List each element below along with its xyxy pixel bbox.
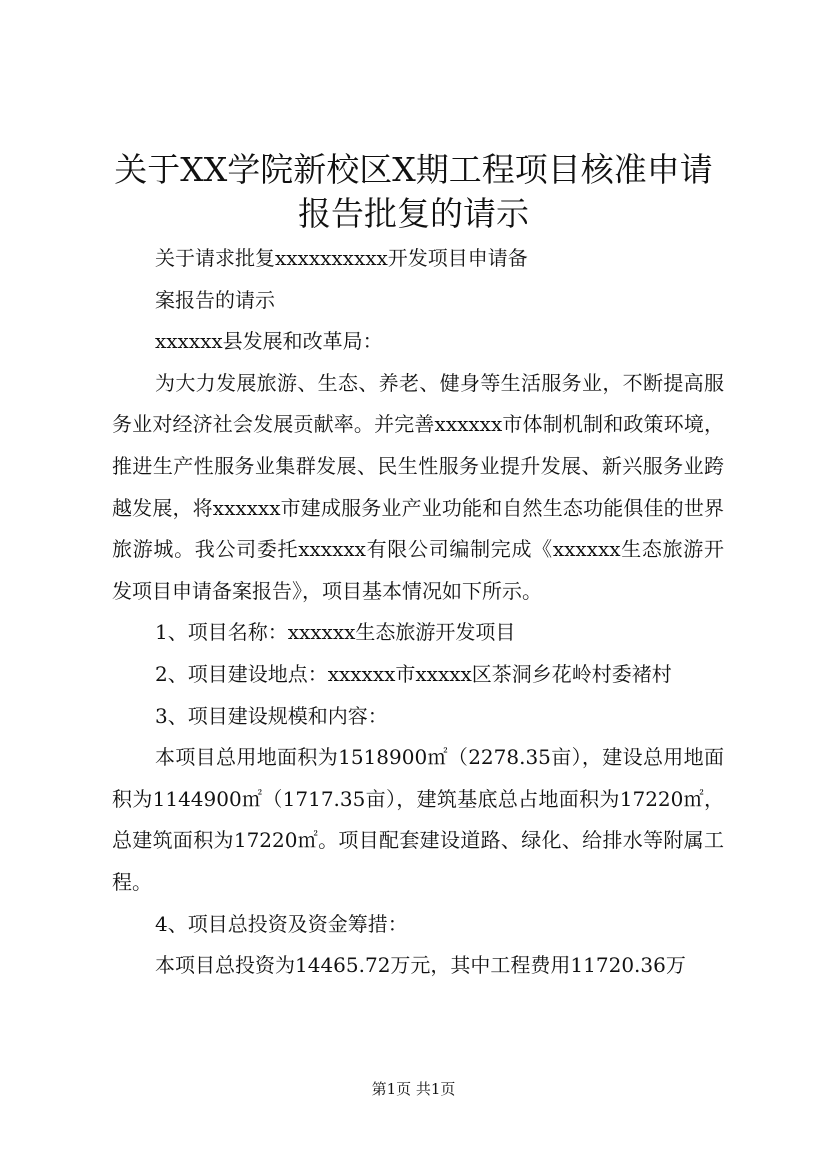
project-location-item: 2、项目建设地点：xxxxxx市xxxxx区茶洞乡花岭村委褚村 [155,661,672,686]
project-scale-paragraph: 本项目总用地面积为1518900㎡（2278.35亩），建设总用地面积为1144900㎡（1717.35亩），建筑基底总占地面积为17220㎡，总建筑面积为17220㎡。项目配套建设道路、绿化、给排水等附属工程。 [112,745,724,894]
document-title: 关于XX学院新校区X期工程项目核准申请报告批复的请示 [114,150,713,233]
subject-line-1: 关于请求批复xxxxxxxxxx开发项目申请备 [155,246,528,270]
project-name-item: 1、项目名称：xxxxxx生态旅游开发项目 [155,620,516,645]
intro-paragraph: 为大力发展旅游、生态、养老、健身等生活服务业，不断提高服务业对经济社会发展贡献率。并完善xxxxxx市体制机制和政策环境，推进生产性服务业集群发展、民生性服务业提升发展、新兴服务业跨越发展，将xxxxxx市建成服务业产业功能和自然生态功能俱佳的世界旅游城。我公司委托xxxxxx有限公司编制完成《xxxxxx生态旅游开发项目申请备案报告》，项目基本情况如下所示。 [112,370,724,603]
document-body [112,238,724,987]
investment-heading: 4、项目总投资及资金筹措： [155,911,408,936]
addressee: xxxxxx县发展和改革局： [155,329,383,354]
page-footer: 第1页 共1页 [371,1080,456,1098]
investment-paragraph: 本项目总投资为14465.72万元，其中工程费用11720.36万 [155,953,686,978]
subject-line-2: 案报告的请示 [155,287,275,312]
project-scale-heading: 3、项目建设规模和内容： [155,703,388,728]
